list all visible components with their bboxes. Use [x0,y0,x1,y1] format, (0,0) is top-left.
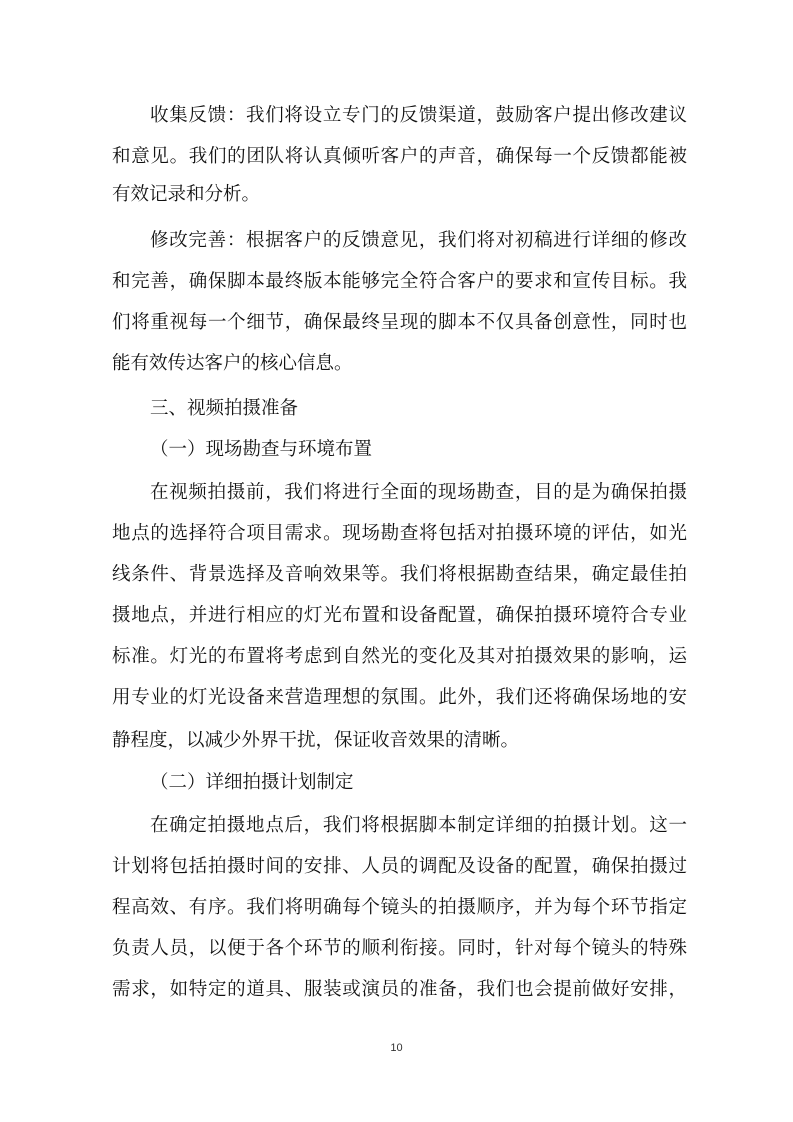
text-line: 能有效传达客户的核心信息。 [112,353,353,374]
page-number: 10 [390,1042,403,1054]
text-line: 用专业的灯光设备来营造理想的氛围。此外，我们还将确保场地的安 [112,687,687,708]
text-line: 有效记录和分析。 [112,184,261,205]
text-line: 标准。灯光的布置将考虑到自然光的变化及其对拍摄效果的影响，运 [112,646,687,667]
text-line: 程高效、有序。我们将明确每个镜头的拍摄顺序，并为每个环节指定 [112,897,687,918]
text-line: 收集反馈：我们将设立专门的反馈渠道，鼓励客户提出修改建议 [150,105,687,126]
text-line: 地点的选择符合项目需求。现场勘查将包括对拍摄环境的评估，如光 [112,523,687,544]
subsection-heading: （一）现场勘查与环境布置 [150,439,373,460]
text-line: 静程度，以减少外界干扰，保证收音效果的清晰。 [112,730,520,751]
text-line: 线条件、背景选择及音响效果等。我们将根据勘查结果，确定最佳拍 [112,564,687,585]
text-line: 修改完善：根据客户的反馈意见，我们将对初稿进行详细的修改 [150,230,687,251]
text-line: 在视频拍摄前，我们将进行全面的现场勘查，目的是为确保拍摄 [150,482,687,503]
text-line: 计划将包括拍摄时间的安排、人员的调配及设备的配置，确保拍摄过 [112,856,687,877]
text-line: 和意见。我们的团队将认真倾听客户的声音，确保每一个反馈都能被 [112,146,687,167]
subsection-heading: （二）详细拍摄计划制定 [150,772,354,793]
text-line: 在确定拍摄地点后，我们将根据脚本制定详细的拍摄计划。这一 [150,815,687,836]
text-line: 和完善，确保脚本最终版本能够完全符合客户的要求和宣传目标。我 [112,271,687,292]
text-line: 摄地点，并进行相应的灯光布置和设备配置，确保拍摄环境符合专业 [112,605,687,626]
section-heading: 三、视频拍摄准备 [150,398,299,419]
text-line: 负责人员，以便于各个环节的顺利衔接。同时，针对每个镜头的特殊 [112,938,687,959]
text-line: 需求，如特定的道具、服装或演员的准备，我们也会提前做好安排， [112,979,687,1000]
text-line: 们将重视每一个细节，确保最终呈现的脚本不仅具备创意性，同时也 [112,312,687,333]
